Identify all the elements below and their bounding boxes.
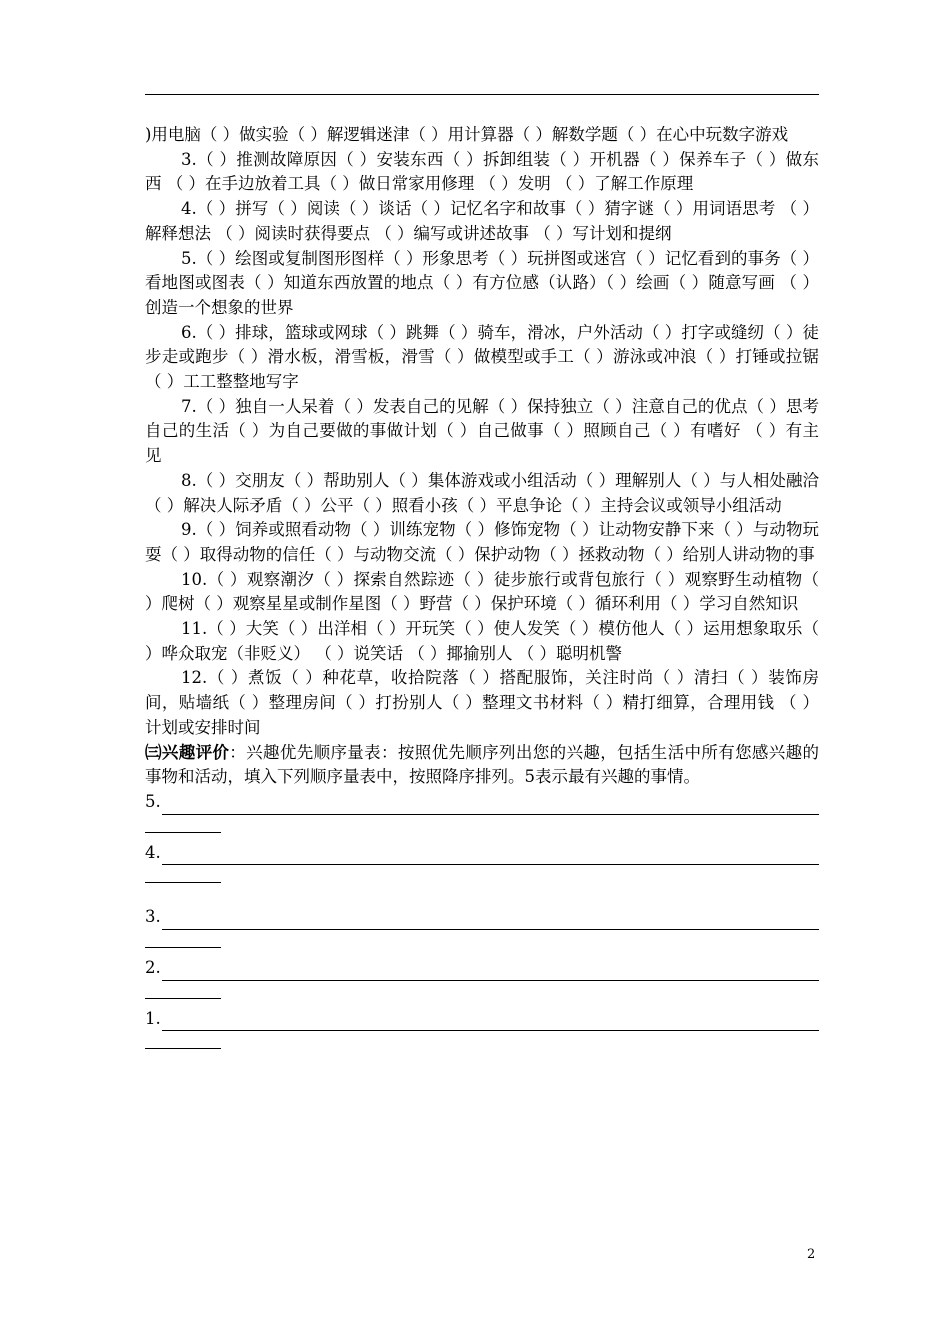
ranking-blank-line[interactable] — [162, 912, 819, 930]
ranking-entry-3[interactable] — [145, 905, 819, 948]
ranking-blank-continuation[interactable] — [145, 865, 221, 883]
paragraph-item-7: 7.（ ）独自一人呆着（ ）发表自己的见解（ ）保持独立（ ）注意自己的优点（ ）思考自己的生活（ ）为自己要做的事做计划（ ）自己做事（ ）照顾自己（ ）有嗜好 （ ）有主见 — [145, 396, 819, 466]
ranking-blank-continuation[interactable] — [145, 815, 221, 833]
paragraph-item-10: 10.（ ）观察潮汐（ ）探索自然踪迹（ ）徒步旅行或背包旅行（ ）观察野生动植物（ ）爬树（ ）观察星星或制作星图（ ）野营（ ）保护环境（ ）循环利用（ ）学习自然知识 — [145, 569, 819, 614]
ranking-number: 3. — [145, 907, 161, 927]
section-heading-label: ㈢兴趣评价 — [145, 742, 230, 762]
spacer — [145, 891, 819, 905]
ranking-blank-line[interactable] — [162, 797, 819, 815]
ranking-entry-5[interactable] — [145, 790, 819, 833]
paragraph-item-5: 5.（ ）绘图或复制图形图样（ ）形象思考（ ）玩拼图或迷宫（ ）记忆看到的事务（ ）看地图或图表（ ）知道东西放置的地点（ ）有方位感（认路）（ ）绘画（ ）随意写画 （ ）创造一个想象的世界 — [145, 248, 819, 317]
ranking-blank-line[interactable] — [162, 847, 819, 865]
paragraph-item-2-continued: )用电脑（ ）做实验（ ）解逻辑迷津（ ）用计算器（ ）解数学题（ ）在心中玩数字游戏 — [145, 125, 789, 144]
paragraph-item-8: 8.（ ）交朋友（ ）帮助别人（ ）集体游戏或小组活动（ ）理解别人（ ）与人相处融洽（ ）解决人际矛盾（ ）公平（ ）照看小孩（ ）平息争论（ ）主持会议或领导小组活动 — [145, 470, 819, 515]
page-number: 2 — [807, 1247, 816, 1262]
ranking-number: 5. — [145, 791, 161, 811]
paragraph-item-3: 3.（ ）推测故障原因（ ）安装东西（ ）拆卸组装（ ）开机器（ ）保养车子（ ）做东西 （ ）在手边放着工具（ ）做日常家用修理 （ ）发明 （ ）了解工作原理 — [145, 149, 819, 194]
ranking-blank-continuation[interactable] — [145, 981, 221, 999]
paragraph-item-11: 11.（ ）大笑（ ）出洋相（ ）开玩笑（ ）使人发笑（ ）模仿他人（ ）运用想象取乐（ ）哗众取宠（非贬义） （ ）说笑话 （ ）揶揄别人 （ ）聪明机警 — [145, 619, 819, 663]
ranking-blank-line[interactable] — [162, 1013, 819, 1031]
ranking-blank-continuation[interactable] — [145, 1031, 221, 1049]
ranking-number: 4. — [145, 842, 161, 862]
paragraph-item-12: 12.（ ）煮饭（ ）种花草，收拾院落（ ）搭配服饰，关注时尚（ ）清扫（ ）装饰房间，贴墙纸（ ）整理房间（ ）打扮别人（ ）整理文书材料（ ）精打细算，合理用钱 （ ）计划或安排时间 — [145, 668, 819, 737]
ranking-entry-2[interactable] — [145, 956, 819, 999]
ranking-number: 2. — [145, 958, 161, 978]
ranking-entry-1[interactable] — [145, 1007, 819, 1050]
document-body — [145, 123, 819, 1057]
ranking-blank-continuation[interactable] — [145, 930, 221, 948]
ranking-blank-line[interactable] — [162, 963, 819, 981]
ranking-entry-4[interactable] — [145, 841, 819, 884]
header-rule — [145, 94, 819, 95]
section-description: ：兴趣优先顺序量表：按照优先顺序列出您的兴趣，包括生活中所有您感兴趣的事物和活动，填入下列顺序量表中，按照降序排列。5表示最有兴趣的事情。 — [145, 742, 820, 787]
paragraph-item-6: 6.（ ）排球，篮球或网球（ ）跳舞（ ）骑车，滑冰，户外活动（ ）打字或缝纫（ ）徒步走或跑步（ ）滑水板，滑雪板，滑雪（ ）做模型或手工（ ）游泳或冲浪（ ）打锤或拉锯 （ ）工工整整地写字 — [145, 322, 819, 392]
ranking-number: 1. — [145, 1008, 161, 1028]
section-interest-evaluation — [145, 741, 819, 790]
paragraph-item-9: 9.（ ）饲养或照看动物（ ）训练宠物（ ）修饰宠物（ ）让动物安静下来（ ）与动物玩耍（ ）取得动物的信任（ ）与动物交流（ ）保护动物（ ）拯救动物（ ）给别人讲动物的事 — [145, 520, 819, 564]
paragraph-item-4: 4.（ ）拼写（ ）阅读（ ）谈话（ ）记忆名字和故事（ ）猜字谜（ ）用词语思考 （ ）解释想法 （ ）阅读时获得要点 （ ）编写或讲述故事 （ ）写计划和提纲 — [145, 199, 819, 243]
